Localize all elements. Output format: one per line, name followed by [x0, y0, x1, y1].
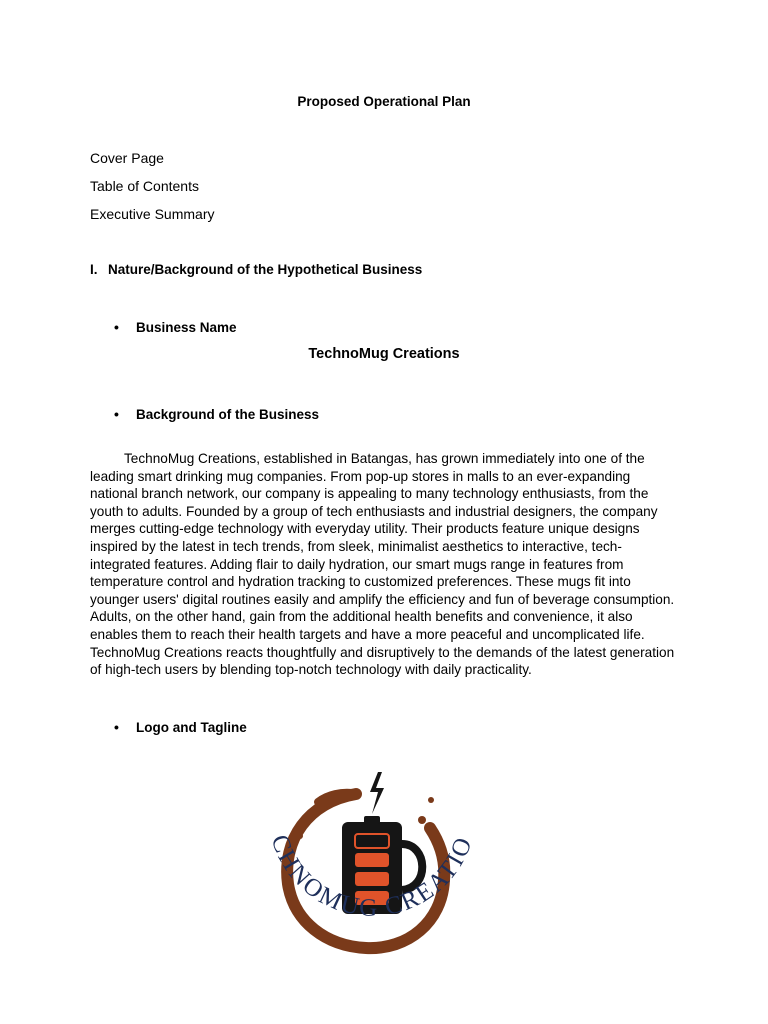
bullet-logo-tagline [114, 719, 247, 735]
bullet-background [114, 406, 319, 422]
bullet-dot: • [114, 719, 119, 735]
section-title: Nature/Background of the Hypothetical Business [108, 262, 423, 277]
business-name: TechnoMug Creations [308, 346, 460, 362]
background-paragraph: TechnoMug Creations, established in Batangas, has grown immediately into one of the leading smart drinking mug companies. From pop-up stores in malls to an ever-expanding national branch network, our company is appealing to many technology enthusiasts, from the youth to adults. Founded by a group of tech enthusiasts and industrial designers, the company merges cutting-edge technology with everyday utility. Their products feature unique designs inspired by the latest in tech trends, from sleek, minimalist aesthetics to interactive, tech-integrated features. Adding flair to daily hydration, our smart mugs range in features from temperature control and hydration tracking to customized preferences. These mugs fit into younger users' digital routines easily and amplify the efficiency and fun of beverage consumption. Adults, on the other hand, gain from the additional health benefits and convenience, it also enables them to reach their health targets and have a more peaceful and uncomplicated life. TechnoMug Creations reacts thoughtfully and disruptively to the demands of the latest generation of high-tech users by blending top-notch technology with daily practicality. [90, 451, 675, 678]
bullet-business-name [114, 319, 237, 335]
battery-mug-logo-icon [238, 762, 498, 992]
toc-item-cover-page: Cover Page [90, 150, 164, 166]
toc-item-executive-summary: Executive Summary [90, 206, 215, 222]
bullet-label: Logo and Tagline [136, 720, 247, 735]
section-heading [90, 262, 422, 277]
logo-text: CHNOMUG CREATIO [265, 831, 479, 922]
section-number: I. [90, 262, 98, 277]
company-logo [238, 762, 498, 992]
bullet-dot: • [114, 406, 119, 422]
bullet-label: Business Name [136, 320, 237, 335]
front-matter-list [90, 150, 214, 234]
bullet-dot: • [114, 319, 119, 335]
toc-item-table-of-contents: Table of Contents [90, 178, 199, 194]
document-title: Proposed Operational Plan [297, 94, 471, 109]
bullet-label: Background of the Business [136, 407, 320, 422]
